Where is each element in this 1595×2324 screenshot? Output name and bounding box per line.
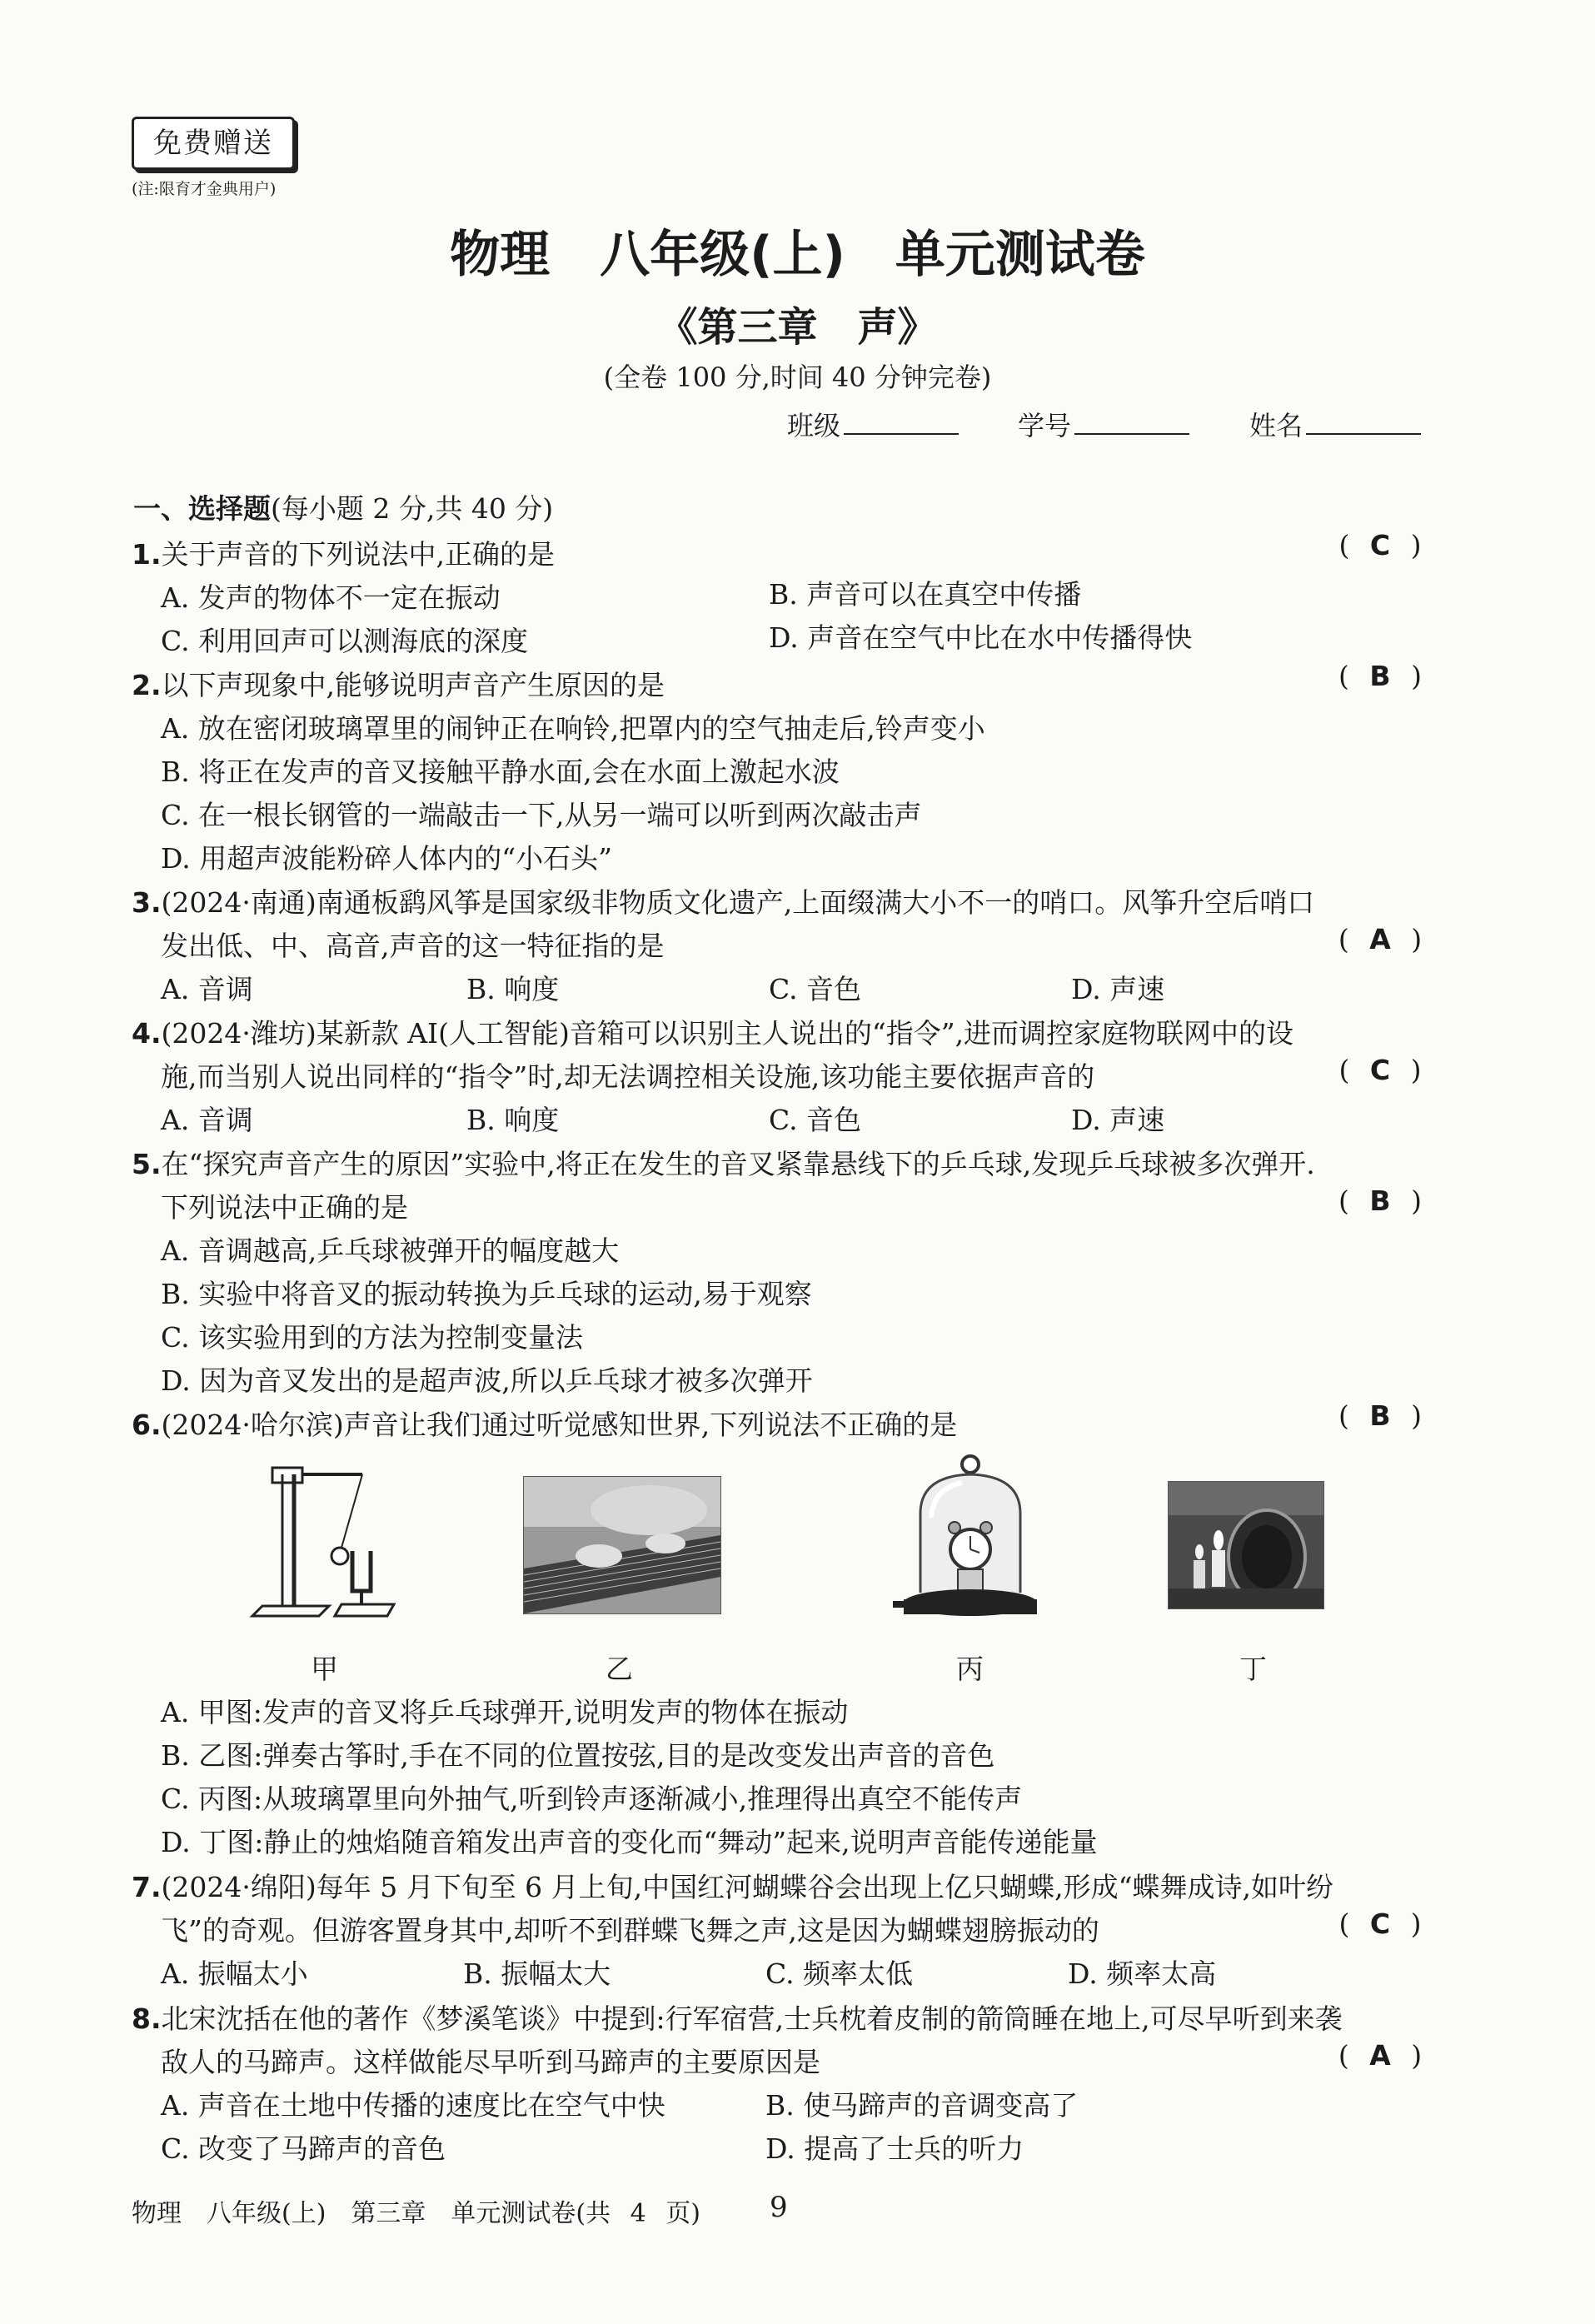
section-header <box>133 487 553 526</box>
q3-option-a: A. 音调 <box>161 973 253 1005</box>
q7-option-b: B. 振幅太大 <box>463 1957 611 1990</box>
figure-caption-ding: 丁 <box>1239 1653 1267 1685</box>
q1-text: 关于声音的下列说法中,正确的是 <box>161 538 555 571</box>
q3-text-line1: (2024·南通)南通板鹞风筝是国家级非物质文化遗产,上面缀满大小不一的哨口。风筝升空后哨口 <box>161 886 1315 919</box>
q4-number: 4. <box>132 1017 162 1050</box>
section-note: (每小题 2 分,共 40 分) <box>271 492 554 525</box>
q2-option-d: D. 用超声波能粉碎人体内的“小石头” <box>161 842 613 875</box>
figure-bing-bell-jar <box>891 1451 1049 1626</box>
q6-option-c: C. 丙图:从玻璃罩里向外抽气,听到铃声逐渐减小,推理得出真空不能传声 <box>161 1783 1023 1815</box>
q6-option-b: B. 乙图:弹奏古筝时,手在不同的位置按弦,目的是改变发出声音的音色 <box>161 1739 995 1772</box>
q4-answer-letter: C <box>1369 1054 1391 1086</box>
chapter-subtitle: 《第三章 声》 <box>657 304 938 351</box>
q7-stem-line1 <box>132 1866 1333 1905</box>
q4-stem-line1 <box>132 1012 1293 1051</box>
q2-option-c: C. 在一根长钢管的一端敲击一下,从另一端可以听到两次敲击声 <box>161 799 922 831</box>
name-blank <box>1306 410 1421 435</box>
section-title: 一、选择题 <box>133 492 271 525</box>
q8-answer-letter: A <box>1369 2039 1391 2072</box>
figure-caption-yi: 乙 <box>606 1653 633 1685</box>
q1-stem <box>132 533 555 572</box>
q3-stem-line2: 发出低、中、高音,声音的这一特征指的是 <box>161 930 665 962</box>
q8-option-a: A. 声音在土地中传播的速度比在空气中快 <box>161 2089 665 2122</box>
q1-option-b: B. 声音可以在真空中传播 <box>769 578 1082 611</box>
q5-option-a: A. 音调越高,乒乓球被弹开的幅度越大 <box>161 1234 620 1267</box>
page-title: 物理 八年级(上) 单元测试卷 <box>450 226 1145 284</box>
q3-option-c: C. 音色 <box>769 973 862 1005</box>
q4-option-d: D. 声速 <box>1071 1104 1165 1136</box>
q2-answer: ( B ) <box>1338 660 1422 692</box>
exam-info: (全卷 100 分,时间 40 分钟完卷) <box>603 362 992 393</box>
q5-option-d: D. 因为音叉发出的是超声波,所以乒乓球才被多次弹开 <box>161 1364 813 1397</box>
q5-text-line1: 在“探究声音产生的原因”实验中,将正在发生的音叉紧靠悬线下的乒乓球,发现乒乓球被多次弹开. <box>161 1148 1315 1180</box>
class-field <box>787 405 959 443</box>
q3-option-d: D. 声速 <box>1071 973 1165 1005</box>
q7-answer: ( C ) <box>1338 1908 1422 1940</box>
free-gift-badge: 免费赠送 <box>132 117 295 170</box>
q1-option-c: C. 利用回声可以测海底的深度 <box>161 625 529 657</box>
q8-option-d: D. 提高了士兵的听力 <box>765 2132 1024 2165</box>
q2-text: 以下声现象中,能够说明声音产生原因的是 <box>161 669 665 701</box>
q4-option-c: C. 音色 <box>769 1104 862 1136</box>
q5-option-b: B. 实验中将音叉的振动转换为乒乓球的运动,易于观察 <box>161 1278 812 1310</box>
q4-stem-line2: 施,而当别人说出同样的“指令”时,却无法调控相关设施,该功能主要依据声音的 <box>161 1060 1095 1093</box>
q7-answer-letter: C <box>1369 1908 1391 1940</box>
name-field <box>1249 405 1421 443</box>
q6-text: (2024·哈尔滨)声音让我们通过听觉感知世界,下列说法不正确的是 <box>161 1409 958 1441</box>
q6-answer: ( B ) <box>1338 1399 1422 1432</box>
page-footer: 物理 八年级(上) 第三章 单元测试卷(共 4 页) <box>132 2199 700 2228</box>
q7-number: 7. <box>132 1871 162 1903</box>
q6-option-a: A. 甲图:发声的音叉将乒乓球弹开,说明发声的物体在振动 <box>161 1696 849 1728</box>
figure-caption-bing: 丙 <box>956 1653 984 1685</box>
q7-text-line1: (2024·绵阳)每年 5 月下旬至 6 月上旬,中国红河蝴蝶谷会出现上亿只蝴蝶,形成“蝶舞成诗,如叶纷 <box>161 1871 1334 1903</box>
class-label: 班级 <box>787 410 841 441</box>
q7-stem-line2: 飞”的奇观。但游客置身其中,却听不到群蝶飞舞之声,这是因为蝴蝶翅膀振动的 <box>161 1914 1099 1947</box>
q4-option-b: B. 响度 <box>466 1104 560 1136</box>
q1-answer-letter: C <box>1369 529 1391 561</box>
badge-note: (注:限育才金典用户) <box>132 180 277 198</box>
page-number: 9 <box>770 2191 788 2224</box>
q4-text-line1: (2024·潍坊)某新款 AI(人工智能)音箱可以识别主人说出的“指令”,进而调控家庭物联网中的设 <box>161 1017 1294 1050</box>
q3-number: 3. <box>132 886 162 919</box>
q4-option-a: A. 音调 <box>161 1104 253 1136</box>
q7-option-d: D. 频率太高 <box>1068 1957 1217 1990</box>
figure-jia-tuning-fork <box>246 1458 396 1624</box>
q7-option-a: A. 振幅太小 <box>161 1957 308 1990</box>
q8-stem-line2: 敌人的马蹄声。这样做能尽早听到马蹄声的主要原因是 <box>161 2046 820 2078</box>
q5-answer: ( B ) <box>1338 1184 1422 1217</box>
q1-number: 1. <box>132 538 162 571</box>
q6-answer-letter: B <box>1369 1399 1391 1432</box>
q2-number: 2. <box>132 669 162 701</box>
q6-number: 6. <box>132 1409 162 1441</box>
q8-answer: ( A ) <box>1338 2039 1423 2072</box>
q1-option-a: A. 发声的物体不一定在振动 <box>161 581 501 614</box>
q6-option-d: D. 丁图:静止的烛焰随音箱发出声音的变化而“舞动”起来,说明声音能传递能量 <box>161 1826 1098 1858</box>
q2-option-b: B. 将正在发声的音叉接触平静水面,会在水面上激起水波 <box>161 756 840 788</box>
q8-text-line1: 北宋沈括在他的著作《梦溪笔谈》中提到:行军宿营,士兵枕着皮制的箭筒睡在地上,可尽早听到来袭 <box>161 2002 1343 2035</box>
number-label: 学号 <box>1018 410 1072 441</box>
q7-option-c: C. 频率太低 <box>765 1957 914 1990</box>
q8-stem-line1 <box>132 1997 1343 2037</box>
q3-answer-letter: A <box>1369 923 1391 955</box>
q3-option-b: B. 响度 <box>466 973 560 1005</box>
q6-stem <box>132 1404 957 1443</box>
q5-option-c: C. 该实验用到的方法为控制变量法 <box>161 1321 584 1354</box>
q1-answer: ( C ) <box>1338 529 1422 561</box>
name-label: 姓名 <box>1249 410 1303 441</box>
q4-answer: ( C ) <box>1338 1054 1422 1086</box>
q3-answer: ( A ) <box>1338 923 1423 955</box>
q1-option-d: D. 声音在空气中比在水中传播得快 <box>769 621 1193 654</box>
figure-yi-guzheng-photo <box>523 1476 721 1614</box>
class-blank <box>844 410 959 435</box>
figure-caption-jia: 甲 <box>311 1653 338 1685</box>
q5-stem-line2: 下列说法中正确的是 <box>161 1191 408 1224</box>
q5-answer-letter: B <box>1369 1184 1391 1217</box>
number-blank <box>1074 410 1189 435</box>
figure-ding-candle-speaker <box>1168 1481 1324 1609</box>
q8-number: 8. <box>132 2002 162 2035</box>
q8-option-b: B. 使马蹄声的音调变高了 <box>765 2089 1079 2122</box>
q2-stem <box>132 664 665 703</box>
q8-option-c: C. 改变了马蹄声的音色 <box>161 2132 446 2165</box>
q2-answer-letter: B <box>1369 660 1391 692</box>
q3-stem-line1 <box>132 881 1314 920</box>
number-field <box>1018 405 1189 443</box>
q5-stem-line1 <box>132 1143 1315 1182</box>
q5-number: 5. <box>132 1148 162 1180</box>
q2-option-a: A. 放在密闭玻璃罩里的闹钟正在响铃,把罩内的空气抽走后,铃声变小 <box>161 712 985 745</box>
